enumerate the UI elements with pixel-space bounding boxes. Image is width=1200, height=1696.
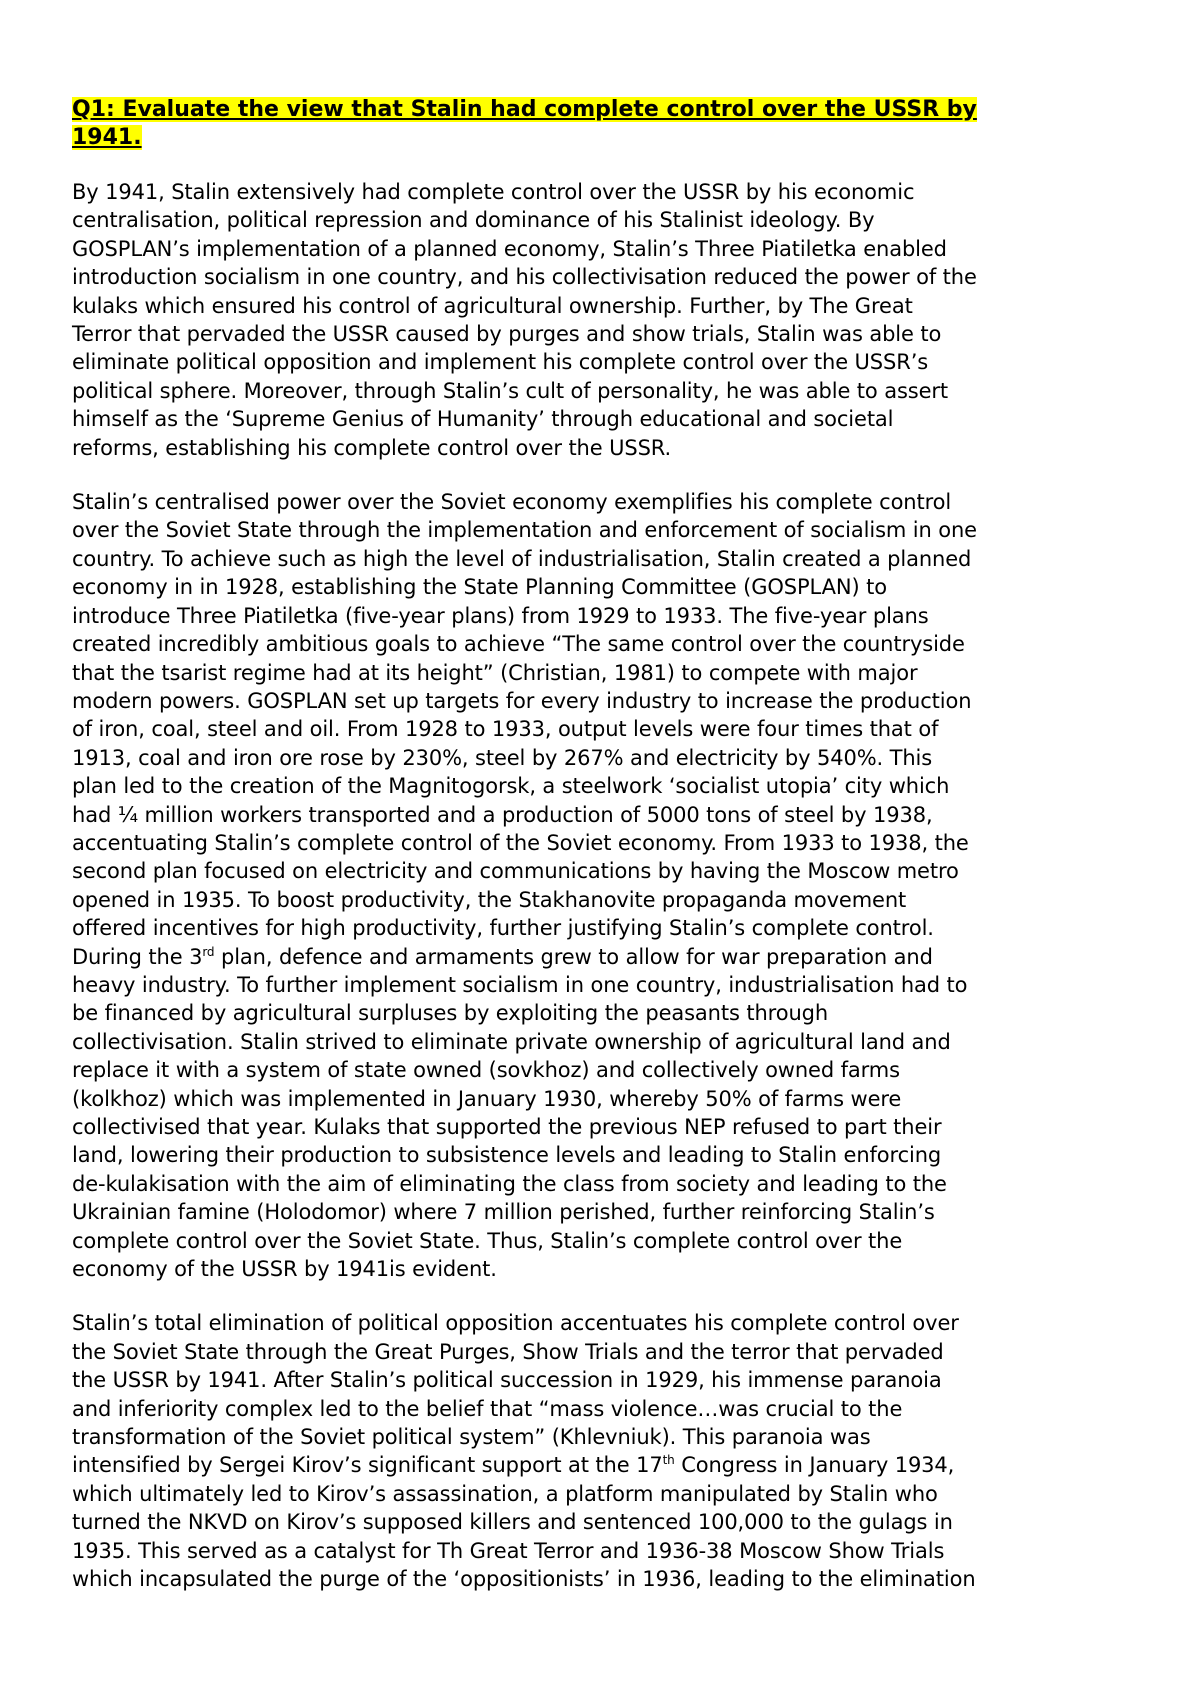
document-page — [72, 96, 1142, 1594]
paragraph-line: political sphere. Moreover, through Stalin’s cult of personality, he was able to assert — [72, 378, 949, 403]
paragraph-line: created incredibly ambitious goals to achieve “The same control over the countryside — [72, 632, 965, 657]
essay-paragraph-1 — [72, 178, 1142, 462]
paragraph-line: Stalin’s total elimination of political opposition accentuates his complete control over — [72, 1311, 959, 1336]
paragraph-line: complete control over the Soviet State. Thus, Stalin’s complete control over the — [72, 1228, 903, 1253]
paragraph-line: economy of the USSR by 1941is evident. — [72, 1257, 497, 1282]
paragraph-line: By 1941, Stalin extensively had complete control over the USSR by his economic — [72, 180, 915, 204]
paragraph-line: 1913, coal and iron ore rose by 230%, steel by 267% and electricity by 540%. This — [72, 745, 933, 770]
paragraph-line: had ¼ million workers transported and a production of 5000 tons of steel by 1938, — [72, 802, 933, 827]
paragraph-line: heavy industry. To further implement socialism in one country, industrialisation had to — [72, 972, 968, 997]
paragraph-line: the USSR by 1941. After Stalin’s political succession in 1929, his immense paranoia — [72, 1368, 942, 1393]
paragraph-line: of iron, coal, steel and oil. From 1928 to 1933, output levels were four times that of — [72, 717, 939, 742]
paragraph-line: country. To achieve such as high the level of industrialisation, Stalin created a planned — [72, 546, 972, 571]
paragraph-line: that the tsarist regime had at its height” (Christian, 1981) to compete with major — [72, 660, 918, 685]
essay-paragraph-3 — [72, 1309, 1142, 1593]
paragraph-line: and inferiority complex led to the belief that “mass violence…was crucial to the — [72, 1396, 903, 1421]
paragraph-line: economy in in 1928, establishing the State Planning Committee (GOSPLAN) to — [72, 575, 887, 600]
line-text: plan, defence and armaments grew to allow for war preparation and — [214, 944, 933, 969]
paragraph-line — [72, 1451, 1142, 1479]
ordinal-superscript: rd — [202, 944, 215, 959]
question-heading — [72, 96, 1142, 152]
paragraph-line: Stalin’s centralised power over the Soviet economy exemplifies his complete control — [72, 490, 952, 515]
essay-paragraph-2 — [72, 488, 1142, 1283]
paragraph-line: de-kulakisation with the aim of eliminating the class from society and leading to the — [72, 1171, 947, 1196]
line-text: Congress in January 1934, — [674, 1453, 955, 1478]
paragraph-line: eliminate political opposition and implement his complete control over the USSR’s — [72, 350, 929, 375]
paragraph-line: GOSPLAN’s implementation of a planned economy, Stalin’s Three Piatiletka enabled — [72, 236, 947, 261]
paragraph-line: opened in 1935. To boost productivity, the Stakhanovite propaganda movement — [72, 887, 907, 912]
paragraph-line: reforms, establishing his complete control over the USSR. — [72, 435, 672, 460]
ordinal-superscript: th — [662, 1453, 675, 1468]
paragraph-line: which ultimately led to Kirov’s assassination, a platform manipulated by Stalin who — [72, 1481, 938, 1506]
paragraph-line: over the Soviet State through the implementation and enforcement of socialism in one — [72, 518, 977, 543]
paragraph-line: himself as the ‘Supreme Genius of Humanity’ through educational and societal — [72, 407, 894, 432]
paragraph-line: turned the NKVD on Kirov’s supposed killers and sentenced 100,000 to the gulags in — [72, 1510, 953, 1535]
paragraph-line: the Soviet State through the Great Purges, Show Trials and the terror that pervaded — [72, 1339, 944, 1364]
heading-line-1: Q1: Evaluate the view that Stalin had complete control over the USSR by — [72, 97, 977, 122]
paragraph-line: introduction socialism in one country, and his collectivisation reduced the power of the — [72, 265, 977, 290]
paragraph-line: centralisation, political repression and dominance of his Stalinist ideology. By — [72, 208, 875, 233]
paragraph-line: 1935. This served as a catalyst for Th Great Terror and 1936-38 Moscow Show Trials — [72, 1538, 945, 1563]
paragraph-line: plan led to the creation of the Magnitogorsk, a steelwork ‘socialist utopia’ city which — [72, 774, 950, 799]
paragraph-line: Terror that pervaded the USSR caused by purges and show trials, Stalin was able to — [72, 322, 942, 347]
paragraph-line: Ukrainian famine (Holodomor) where 7 million perished, further reinforcing Stalin’s — [72, 1200, 935, 1225]
paragraph-line: introduce Three Piatiletka (five-year plans) from 1929 to 1933. The five-year plans — [72, 603, 929, 628]
paragraph-line: offered incentives for high productivity, further justifying Stalin’s complete control. — [72, 916, 934, 941]
line-text: intensified by Sergei Kirov’s significant support at the 17 — [72, 1453, 663, 1478]
paragraph-line: kulaks which ensured his control of agricultural ownership. Further, by The Great — [72, 293, 913, 318]
paragraph-line: accentuating Stalin’s complete control of the Soviet economy. From 1933 to 1938, the — [72, 830, 969, 855]
heading-line-2: 1941. — [72, 125, 142, 150]
paragraph-line — [72, 943, 1142, 971]
paragraph-line: be financed by agricultural surpluses by exploiting the peasants through — [72, 1001, 829, 1026]
paragraph-line: collectivised that year. Kulaks that supported the previous NEP refused to part their — [72, 1115, 942, 1139]
paragraph-line: transformation of the Soviet political system” (Khlevniuk). This paranoia was — [72, 1425, 871, 1450]
paragraph-line: collectivisation. Stalin strived to eliminate private ownership of agricultural land and — [72, 1029, 951, 1054]
paragraph-line: land, lowering their production to subsistence levels and leading to Stalin enforcing — [72, 1143, 942, 1168]
paragraph-line: which incapsulated the purge of the ‘oppositionists’ in 1936, leading to the elimination — [72, 1567, 976, 1592]
paragraph-line: replace it with a system of state owned (sovkhoz) and collectively owned farms — [72, 1058, 900, 1083]
paragraph-line: second plan focused on electricity and communications by having the Moscow metro — [72, 859, 959, 884]
essay-body — [72, 178, 1142, 1594]
line-text: During the 3 — [72, 944, 203, 969]
paragraph-line: modern powers. GOSPLAN set up targets for every industry to increase the production — [72, 688, 972, 713]
paragraph-line: (kolkhoz) which was implemented in January 1930, whereby 50% of farms were — [72, 1086, 902, 1111]
